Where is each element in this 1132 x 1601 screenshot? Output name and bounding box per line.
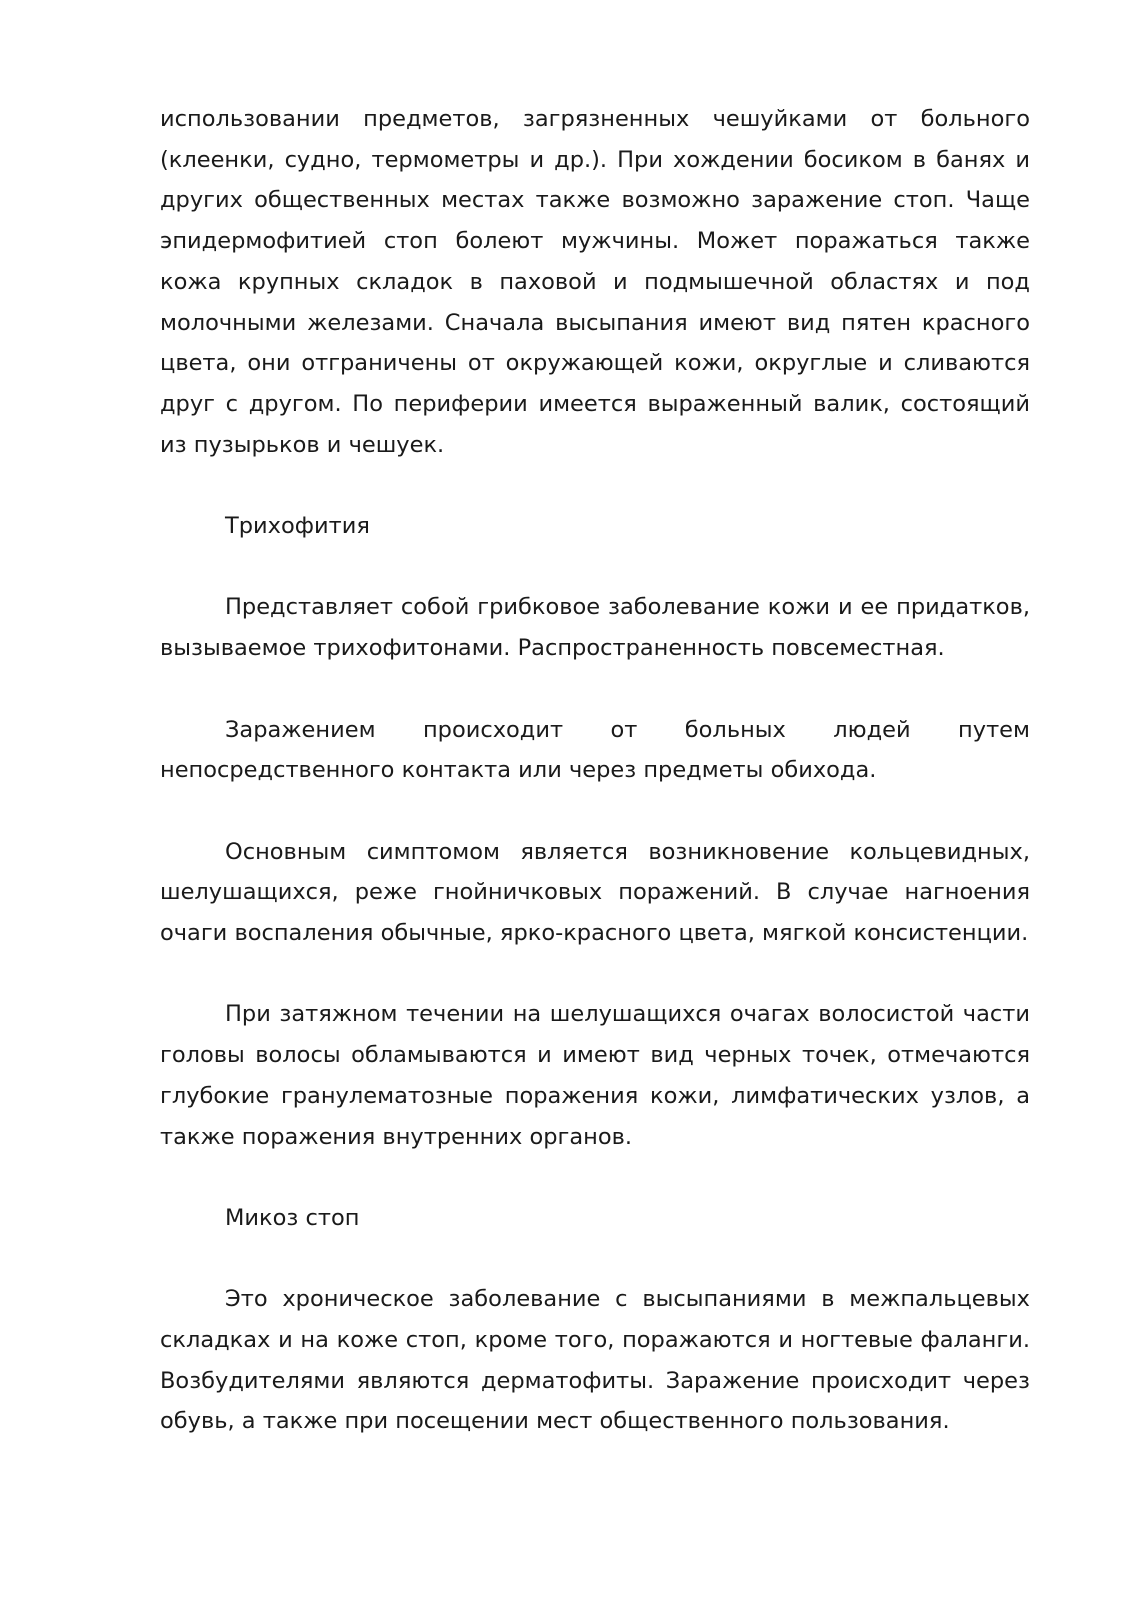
paragraph: Представляет собой грибковое заболевание кожи и ее придатков, вызываемое трихофитонами. Распространенность повсеместная. bbox=[160, 594, 1030, 662]
section-heading-trichophytia: Трихофития bbox=[225, 513, 370, 540]
paragraph: Заражением происходит от больных людей путем непосредственного контакта или через предметы обихода. bbox=[160, 716, 1030, 784]
paragraph: При затяжном течении на шелушащихся очагах волосистой части головы волосы обламываются и имеют вид черных точек, отмечаются глубокие гранулематозные поражения кожи, лимфатических узлов, а также поражения внутренних органов. bbox=[160, 1001, 1030, 1150]
paragraph: Это хроническое заболевание с высыпаниями в межпальцевых складках и на коже стоп, кроме того, поражаются и ногтевые фаланги. Возбудителями являются дерматофиты. Заражение происходит через обувь, а также при посещении мест общественного пользования. bbox=[160, 1286, 1030, 1435]
paragraph-continued: использовании предметов, загрязненных чешуйками от больного (клеенки, судно, термометры и др.). При хождении босиком в банях и других общественных местах также возможно заражение стоп. Чаще эпидермофитией стоп болеют мужчины. Может поражаться также кожа крупных складок в паховой и подмышечной областях и под молочными железами. Сначала высыпания имеют вид пятен красного цвета, они отграничены от окружающей кожи, округлые и сливаются друг с другом. По периферии имеется выраженный валик, состоящий из пузырьков и чешуек. bbox=[160, 106, 1030, 458]
paragraph: Основным симптомом является возникновение кольцевидных, шелушащихся, реже гнойничковых поражений. В случае нагноения очаги воспаления обычные, ярко-красного цвета, мягкой консистенции. bbox=[160, 838, 1030, 946]
section-heading-foot-mycosis: Микоз стоп bbox=[225, 1204, 360, 1231]
document-body bbox=[160, 99, 1030, 1483]
